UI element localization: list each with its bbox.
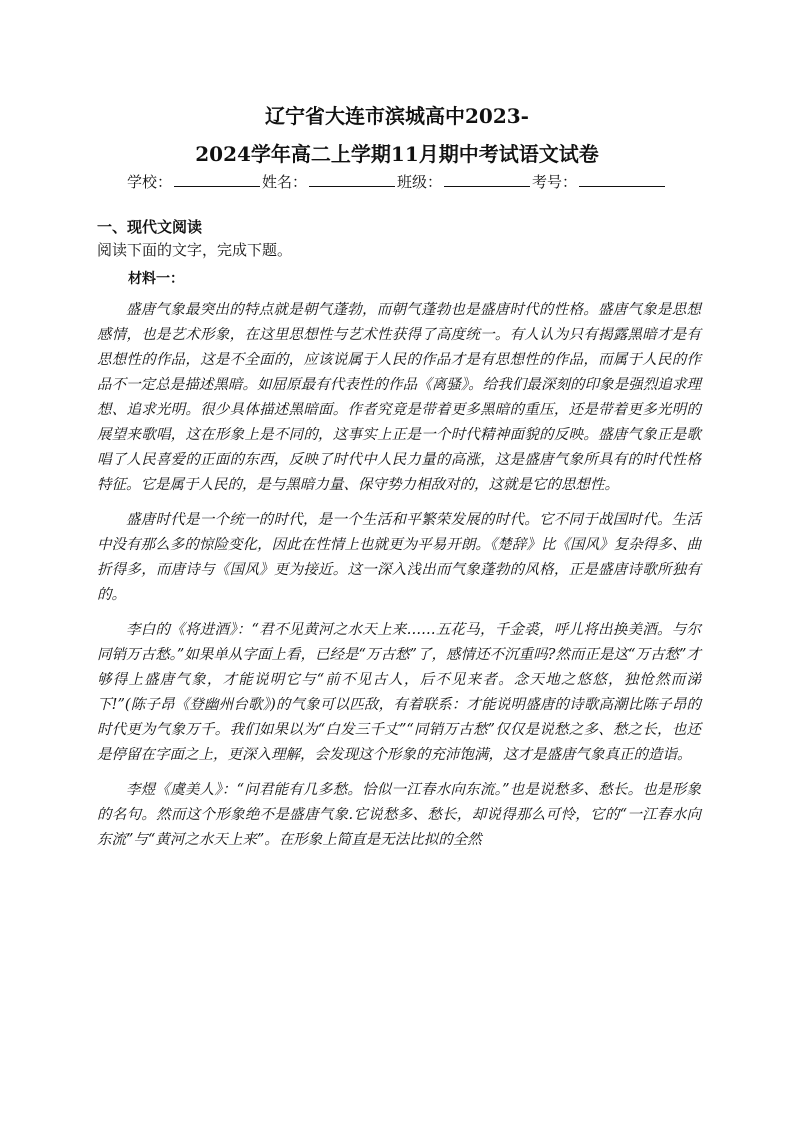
passage-paragraph-3: 李白的《将进酒》：“君不见黄河之水天上来……五花马，千金裘，呼儿将出换美酒。与尔同销万古愁。”如果单从字面上看，已经是“万古愁”了，感情还不沉重吗?然而正是这“万古愁”才够得上盛唐气象，才能说明它与“前不见古人，后不见来者。念天地之悠悠，独怆然而涕下!”(陈子昂《登幽州台歌》)的气象可以匹敌，有着联系：才能说明盛唐的诗歌高潮比陈子昂的时代更为气象万千。我们如果以为“白发三千丈”“同销万古愁”仅仅是说愁之多、愁之长，也还是停留在字面之上，更深入理解，会发现这个形象的充沛饱满，这才是盛唐气象真正的造诣。 <box>97 622 701 763</box>
material-label: 材料一： <box>128 271 184 287</box>
school-label: 学校： <box>126 173 172 191</box>
class-blank <box>444 172 530 187</box>
exam-title-line1: 辽宁省大连市滨城高中2023- <box>265 104 529 128</box>
student-info-row <box>0 171 794 192</box>
school-blank <box>174 172 260 187</box>
reading-instruction: 阅读下面的文字，完成下题。 <box>97 241 293 259</box>
passage-paragraph-2: 盛唐时代是一个统一的时代，是一个生活和平繁荣发展的时代。它不同于战国时代。生活中没有那么多的惊险变化，因此在性情上也就更为平易开朗。《楚辞》比《国风》复杂得多、曲折得多，而唐诗与《国风》更为接近。这一深入浅出而气象蓬勃的风格，正是盛唐诗歌所独有的。 <box>97 512 701 603</box>
passage-paragraph-4: 李煜《虞美人》：“问君能有几多愁。恰似一江春水向东流。”也是说愁多、愁长。也是形象的名句。然而这个形象绝不是盛唐气象.它说愁多、愁长，却说得那么可怜，它的“一江春水向东流”与“黄河之水天上来”。在形象上简直是无法比拟的全然 <box>97 782 701 848</box>
exam-number-label: 考号： <box>532 173 578 191</box>
exam-title-line2: 2024学年高二上学期11月期中考试语文试卷 <box>195 142 599 166</box>
class-label: 班级： <box>397 173 443 191</box>
passage-body <box>97 298 701 863</box>
name-blank <box>309 172 395 187</box>
passage-paragraph-1: 盛唐气象最突出的特点就是朝气蓬勃，而朝气蓬勃也是盛唐时代的性格。盛唐气象是思想感情，也是艺术形象，在这里思想性与艺术性获得了高度统一。有人认为只有揭露黑暗才是有思想性的作品，这是不全面的，应该说属于人民的作品才是有思想性的作品，而属于人民的作品不一定总是描述黑暗。如屈原最有代表性的作品《离骚》。给我们最深刻的印象是强烈追求理想、追求光明。很少具体描述黑暗面。作者究竟是带着更多黑暗的重压，还是带着更多光明的展望来歌唱，这在形象上是不同的，这事实上正是一个时代精神面貌的反映。盛唐气象正是歌唱了人民喜爱的正面的东西，反映了时代中人民力量的高涨，这是盛唐气象所具有的时代性格特征。它是属于人民的，是与黑暗力量、保守势力相敌对的，这就是它的思想性。 <box>97 302 701 493</box>
name-label: 姓名： <box>261 173 307 191</box>
section-heading: 一、现代文阅读 <box>97 218 203 236</box>
exam-number-blank <box>579 172 665 187</box>
